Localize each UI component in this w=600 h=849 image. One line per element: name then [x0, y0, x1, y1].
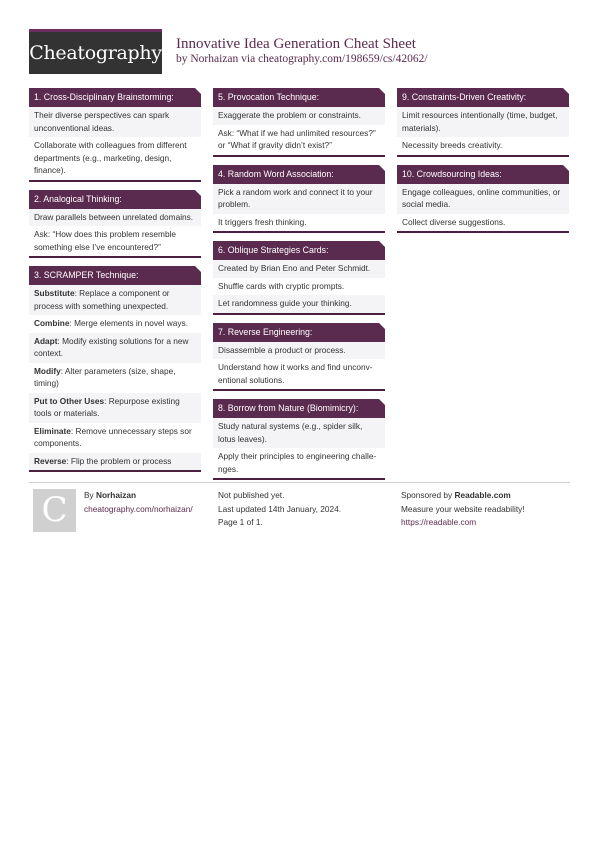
row-term: Put to Other Uses — [34, 395, 105, 406]
cheatography-logo[interactable]: Cheatography — [29, 29, 162, 74]
author-name[interactable]: Norhaizan — [96, 490, 137, 500]
row-text: Engage colleagues, online communities, or social media. — [402, 186, 561, 209]
row-text: Disassemble a product or process. — [218, 344, 346, 355]
row-text: Limit resources intentionally (time, budget, materials). — [402, 110, 558, 133]
by-label: By — [84, 490, 96, 500]
row-text: Apply their principles to engineering challenges. — [218, 451, 377, 474]
section-row — [29, 363, 201, 393]
section-row — [397, 184, 569, 214]
section-row — [29, 453, 201, 471]
section-row — [213, 214, 385, 232]
row-text: Draw parallels between unrelated domains. — [34, 211, 194, 222]
row-text: : Replace a component or process with something unexpected. — [34, 288, 170, 311]
row-text: : Repurpose existing tools or materials. — [34, 395, 180, 418]
row-term: Eliminate — [34, 425, 71, 436]
cheat-section — [213, 241, 385, 315]
sponsor-tagline: Measure your website readability! — [401, 503, 525, 514]
row-text: Necessity breeds creativity. — [402, 140, 503, 150]
row-term: Modify — [34, 365, 61, 376]
row-text: Pick a random work and connect it to your problem. — [218, 186, 373, 209]
section-heading: 3. SCRAMPER Technique: — [29, 266, 201, 285]
sponsor-link[interactable]: https://readable.com — [401, 517, 477, 527]
cheat-section — [397, 88, 569, 157]
section-row — [29, 333, 201, 363]
cheat-section — [213, 323, 385, 392]
row-text: Collect diverse suggestions. — [402, 216, 506, 227]
section-heading: 9. Constraints-Driven Creativity: — [397, 88, 569, 107]
column-1 — [29, 88, 201, 480]
cheat-section — [213, 88, 385, 157]
section-heading: 10. Crowdsourcing Ideas: — [397, 165, 569, 184]
cheat-section — [29, 266, 201, 472]
section-heading: 7. Reverse Engineering: — [213, 323, 385, 342]
column-3 — [397, 88, 569, 241]
row-text: : Merge elements in novel ways. — [69, 318, 189, 328]
row-text: : Flip the problem or process — [66, 455, 172, 466]
section-row — [213, 260, 385, 278]
last-updated: Last updated 14th January, 2024. — [218, 503, 342, 514]
row-text: : Modify existing solutions for a new context. — [34, 335, 189, 358]
author-avatar: C — [33, 489, 76, 532]
cheat-section — [213, 399, 385, 480]
section-row — [213, 342, 385, 360]
page-count: Page 1 of 1. — [218, 517, 263, 527]
section-row — [29, 226, 201, 256]
section-heading: 1. Cross-Disciplinary Brainstorming: — [29, 88, 201, 107]
sheet-title: Innovative Idea Generation Cheat Sheet — [176, 36, 416, 52]
row-term: Adapt — [34, 335, 58, 346]
sheet-subtitle[interactable]: by Norhaizan via cheatography.com/198659/cs/42062/ — [176, 53, 428, 65]
section-row — [29, 393, 201, 423]
section-row — [29, 209, 201, 227]
row-text: Understand how it works and find unconventional solutions. — [218, 362, 373, 385]
row-text: Collaborate with colleagues from different departments (e.g., marketing, design, finance). — [34, 140, 187, 175]
cheat-section — [29, 190, 201, 259]
section-row — [213, 184, 385, 214]
cheat-section — [29, 88, 201, 182]
row-text: Ask: “How does this problem resemble something else I’ve encountered?” — [34, 229, 177, 252]
section-row — [29, 107, 201, 137]
section-heading: 2. Analogical Thinking: — [29, 190, 201, 209]
cheat-section — [213, 165, 385, 234]
section-row — [397, 107, 569, 137]
section-row — [213, 359, 385, 389]
row-term: Reverse — [34, 455, 67, 466]
section-heading: 8. Borrow from Nature (Biomimicry): — [213, 399, 385, 418]
row-text: Exaggerate the problem or constraints. — [218, 110, 361, 120]
section-row — [29, 315, 201, 333]
section-row — [213, 418, 385, 448]
row-text: Study natural systems (e.g., spider silk, lotus leaves). — [218, 421, 363, 444]
row-text: Let randomness guide your thinking. — [218, 298, 352, 308]
section-row — [213, 448, 385, 478]
row-text: : Alter parameters (size, shape, timing) — [34, 365, 176, 388]
row-term: Substitute — [34, 288, 75, 298]
author-link[interactable]: cheatography.com/norhaizan/ — [84, 503, 193, 514]
section-row — [213, 125, 385, 155]
row-text: It triggers fresh thinking. — [218, 216, 307, 227]
published-status: Not published yet. — [218, 490, 285, 500]
sponsor-name[interactable]: Readable.com — [454, 490, 511, 500]
row-text: Created by Brian Eno and Peter Schmidt. — [218, 263, 371, 273]
row-term: Combine — [34, 318, 70, 328]
section-row — [213, 295, 385, 313]
row-text: Shuffle cards with cryptic prompts. — [218, 280, 345, 291]
row-text: : Remove unnecessary steps sor components. — [34, 425, 192, 448]
section-heading: 5. Provocation Technique: — [213, 88, 385, 107]
footer-divider — [29, 482, 570, 483]
section-row — [397, 137, 569, 155]
section-row — [29, 137, 201, 180]
section-heading: 6. Oblique Strategies Cards: — [213, 241, 385, 260]
section-row — [213, 107, 385, 125]
row-text: Ask: “What if we had unlimited resources?” or “What if gravity didn’t exist?” — [218, 127, 376, 150]
sponsor-prefix: Sponsored by — [401, 490, 455, 500]
publish-info — [218, 489, 341, 530]
section-row — [397, 214, 569, 232]
section-row — [213, 278, 385, 296]
column-2 — [213, 88, 385, 488]
section-row — [29, 285, 201, 315]
author-block — [84, 489, 193, 516]
section-row — [29, 423, 201, 453]
row-text: Their diverse perspectives can spark unconventional ideas. — [34, 110, 170, 133]
cheat-section — [397, 165, 569, 234]
section-heading: 4. Random Word Association: — [213, 165, 385, 184]
sponsor-block — [401, 489, 525, 530]
